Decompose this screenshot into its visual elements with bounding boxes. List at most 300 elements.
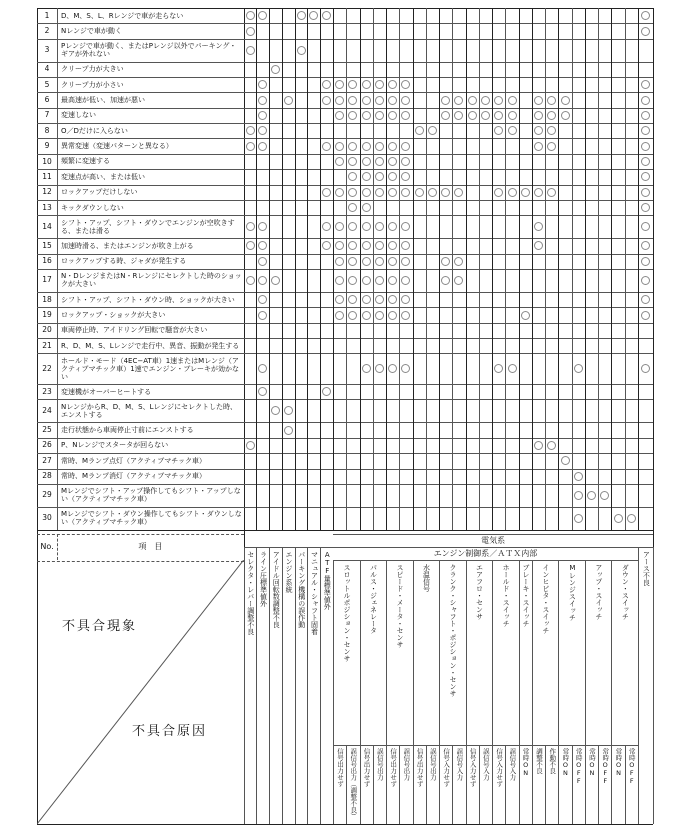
correlation-mark — [641, 157, 650, 166]
cause-column-line — [492, 8, 493, 530]
correlation-mark — [388, 241, 397, 250]
sub-label-row-line — [333, 745, 638, 746]
correlation-mark — [388, 96, 397, 105]
cause-label: ATF量標準値外 — [323, 551, 332, 610]
correlation-mark — [348, 157, 357, 166]
correlation-mark — [375, 364, 384, 373]
row-number: 13 — [42, 202, 52, 212]
correlation-mark — [534, 111, 543, 120]
correlation-mark — [454, 96, 463, 105]
cause-label: スロットルポジション・センサ — [342, 564, 351, 662]
cause-sub-label: 常時ON — [561, 748, 570, 777]
correlation-mark — [508, 126, 517, 135]
symptom-label: N・DレンジまたはN・Rレンジにセレクトした時のショックが大きい — [61, 272, 242, 289]
correlation-mark — [401, 172, 410, 181]
row-number: 27 — [42, 455, 52, 465]
cause-sub-label: 誤信号出力 — [375, 748, 384, 781]
correlation-mark — [441, 111, 450, 120]
phenomenon-label: 不具合現象 — [62, 619, 138, 634]
row-number: 17 — [42, 275, 52, 285]
correlation-mark — [401, 257, 410, 266]
cause-column-line — [611, 8, 612, 530]
correlation-mark — [246, 46, 255, 55]
correlation-mark — [246, 142, 255, 151]
symptom-label: 走行状態から車両停止寸前にエンストする — [61, 426, 194, 435]
correlation-mark — [534, 188, 543, 197]
correlation-mark — [258, 276, 267, 285]
cause-sub-label: 誤信号出力（調整不良） — [349, 748, 358, 820]
row-number: 3 — [44, 45, 50, 55]
atx-bar-bottom — [333, 560, 638, 561]
symptom-label: シフト・アップ、シフト・ダウンでエンジンが空吹きする、または滑る — [61, 218, 235, 235]
correlation-mark — [547, 142, 556, 151]
correlation-mark — [246, 222, 255, 231]
cause-column-line — [295, 8, 296, 530]
correlation-mark — [441, 257, 450, 266]
correlation-mark — [362, 276, 371, 285]
symptom-label: 変速しない — [61, 111, 96, 120]
correlation-mark — [335, 222, 344, 231]
correlation-mark — [375, 257, 384, 266]
cause-label: ライン圧標準値外 — [259, 551, 268, 607]
correlation-mark — [335, 157, 344, 166]
correlation-mark — [508, 111, 517, 120]
correlation-mark — [375, 276, 384, 285]
correlation-mark — [401, 222, 410, 231]
correlation-mark — [508, 96, 517, 105]
correlation-mark — [388, 188, 397, 197]
row-number: 22 — [42, 363, 52, 373]
row-number: 2 — [44, 26, 50, 36]
correlation-mark — [348, 222, 357, 231]
symptom-label: 常時、Mランプ消灯（アクティブマチック車） — [61, 472, 207, 481]
correlation-mark — [362, 311, 371, 320]
header-last-line — [653, 547, 654, 824]
correlation-mark — [335, 295, 344, 304]
correlation-mark — [600, 491, 609, 500]
correlation-mark — [388, 172, 397, 181]
grid-bottom-border — [37, 530, 653, 531]
correlation-mark — [375, 295, 384, 304]
row-number: 7 — [44, 110, 50, 120]
correlation-mark — [388, 222, 397, 231]
correlation-mark — [246, 241, 255, 250]
correlation-mark — [481, 111, 490, 120]
correlation-mark — [348, 241, 357, 250]
correlation-mark — [388, 257, 397, 266]
row-number: 16 — [42, 256, 52, 266]
cause-sub-label: 常時ON — [521, 748, 530, 777]
symptom-label: クリープ力が大きい — [61, 65, 124, 74]
cause-label: エンジン系統 — [285, 551, 294, 593]
symptom-label: 最高速が低い、加速が悪い — [61, 96, 145, 105]
cause-column-line — [585, 8, 586, 530]
correlation-mark — [547, 188, 556, 197]
correlation-mark — [641, 188, 650, 197]
cause-label: クランク・シャフト・ポジション・センサ — [449, 564, 458, 697]
cause-column-line — [413, 8, 414, 530]
row-number: 15 — [42, 240, 52, 250]
symptom-label: ホールド・モード（4EC−AT車）1速またはMレンジ（アクティブマチック車）1速でエンジン・ブレーキが効かない — [61, 356, 240, 381]
correlation-mark — [271, 276, 280, 285]
correlation-mark — [521, 311, 530, 320]
correlation-mark — [246, 276, 255, 285]
cause-sub-label: 常時OFF — [627, 748, 636, 785]
correlation-mark — [375, 111, 384, 120]
correlation-mark — [428, 188, 437, 197]
cause-sub-label: 誤信号出力 — [402, 748, 411, 781]
cause-sub-label: 信号入力せず — [442, 748, 451, 787]
correlation-mark — [322, 222, 331, 231]
correlation-mark — [468, 111, 477, 120]
correlation-mark — [574, 364, 583, 373]
cause-column-line — [256, 8, 257, 530]
correlation-mark — [494, 126, 503, 135]
symptom-label: NレンジからR、D、M、S、Lレンジにセレクトした時、エンストする — [61, 402, 238, 419]
correlation-mark — [388, 157, 397, 166]
correlation-mark — [508, 364, 517, 373]
row-number: 25 — [42, 425, 52, 435]
correlation-mark — [388, 80, 397, 89]
row-number: 4 — [44, 64, 50, 74]
correlation-mark — [362, 364, 371, 373]
correlation-mark — [297, 46, 306, 55]
correlation-mark — [641, 257, 650, 266]
symptom-label: P、Nレンジでスタータが回らない — [61, 441, 169, 450]
correlation-mark — [258, 295, 267, 304]
correlation-mark — [284, 426, 293, 435]
correlation-mark — [246, 11, 255, 20]
cause-sub-label: 誤信号入力 — [481, 748, 490, 781]
correlation-mark — [627, 514, 636, 523]
correlation-mark — [401, 188, 410, 197]
cause-label: エアフロ・センサ — [475, 564, 484, 620]
correlation-mark — [258, 126, 267, 135]
correlation-mark — [401, 157, 410, 166]
cause-column-line — [572, 8, 573, 530]
cause-sub-label: 信号入力せず — [495, 748, 504, 787]
correlation-mark — [258, 257, 267, 266]
cause-column-line — [439, 8, 440, 530]
symptom-label: D、M、S、L、Rレンジで車が走らない — [61, 11, 184, 20]
symptom-label: クリープ力が小さい — [61, 80, 124, 89]
correlation-mark — [547, 111, 556, 120]
row-number: 10 — [42, 156, 52, 166]
diagonal-line — [37, 560, 244, 824]
cause-sub-label: 誤信号入力 — [508, 748, 517, 781]
row-number: 28 — [42, 471, 52, 481]
correlation-mark — [362, 172, 371, 181]
correlation-mark — [362, 142, 371, 151]
correlation-mark — [284, 406, 293, 415]
cause-column-line — [466, 8, 467, 530]
correlation-mark — [375, 311, 384, 320]
correlation-mark — [641, 111, 650, 120]
cause-sub-label: 信号出力せず — [362, 748, 371, 787]
cause-column-line — [545, 8, 546, 530]
correlation-mark — [641, 27, 650, 36]
correlation-mark — [401, 96, 410, 105]
cause-label: アップ・スイッチ — [594, 564, 603, 620]
correlation-mark — [508, 188, 517, 197]
cause-column-line — [333, 8, 334, 530]
correlation-mark — [641, 142, 650, 151]
correlation-mark — [258, 111, 267, 120]
correlation-mark — [614, 514, 623, 523]
cause-sub-label: 信号出力せず — [389, 748, 398, 787]
correlation-mark — [375, 142, 384, 151]
correlation-mark — [348, 96, 357, 105]
correlation-mark — [641, 203, 650, 212]
cause-column-line — [373, 8, 374, 530]
row-number: 23 — [42, 386, 52, 396]
correlation-mark — [641, 172, 650, 181]
correlation-mark — [258, 241, 267, 250]
correlation-mark — [388, 276, 397, 285]
cause-column-line — [638, 8, 639, 530]
cause-column-line — [320, 8, 321, 530]
row-number: 14 — [42, 221, 52, 231]
correlation-mark — [401, 364, 410, 373]
correlation-mark — [534, 142, 543, 151]
cause-column-line — [598, 8, 599, 530]
row-number: 6 — [44, 95, 50, 105]
correlation-mark — [322, 11, 331, 20]
correlation-mark — [401, 111, 410, 120]
cause-column-line — [452, 8, 453, 530]
correlation-mark — [246, 441, 255, 450]
correlation-mark — [375, 222, 384, 231]
correlation-mark — [309, 11, 318, 20]
correlation-mark — [335, 111, 344, 120]
correlation-mark — [258, 96, 267, 105]
cause-column-line — [625, 8, 626, 530]
correlation-mark — [641, 241, 650, 250]
correlation-mark — [587, 491, 596, 500]
symptom-label: ロックアップする時、ジャダが発生する — [61, 257, 187, 266]
correlation-mark — [547, 126, 556, 135]
cause-column-line — [307, 8, 308, 530]
correlation-mark — [388, 364, 397, 373]
correlation-mark — [401, 311, 410, 320]
symptom-label: 変速点が高い、または低い — [61, 172, 145, 181]
correlation-mark — [335, 241, 344, 250]
correlation-mark — [388, 142, 397, 151]
row-number: 1 — [44, 10, 50, 20]
correlation-mark — [641, 276, 650, 285]
row-number: 20 — [42, 325, 52, 335]
cause-label: ダウン・スイッチ — [621, 564, 630, 620]
correlation-mark — [362, 188, 371, 197]
correlation-mark — [362, 111, 371, 120]
correlation-mark — [534, 222, 543, 231]
correlation-mark — [335, 311, 344, 320]
correlation-mark — [335, 276, 344, 285]
correlation-mark — [494, 364, 503, 373]
cause-column-line — [505, 8, 506, 530]
correlation-mark — [521, 188, 530, 197]
correlation-mark — [375, 241, 384, 250]
electrical-group-label: 電気系 — [481, 536, 506, 545]
correlation-mark — [534, 441, 543, 450]
row-number: 21 — [42, 340, 52, 350]
correlation-mark — [362, 222, 371, 231]
cause-label: ブレーキ・スイッチ — [521, 564, 530, 627]
correlation-mark — [534, 241, 543, 250]
correlation-mark — [258, 11, 267, 20]
cause-column-line — [269, 8, 270, 530]
correlation-mark — [297, 11, 306, 20]
correlation-mark — [415, 126, 424, 135]
row-number: 5 — [44, 79, 50, 89]
cause-sub-label: 作動不良 — [548, 748, 557, 774]
cause-label: セレクタ・レバー調整不良 — [246, 551, 255, 635]
correlation-mark — [388, 311, 397, 320]
correlation-mark — [641, 11, 650, 20]
cause-label: ホールド・スイッチ — [502, 564, 511, 627]
correlation-mark — [454, 188, 463, 197]
correlation-mark — [348, 276, 357, 285]
correlation-mark — [375, 96, 384, 105]
cause-column-line — [346, 8, 347, 530]
correlation-mark — [348, 188, 357, 197]
cause-label: マニュアル・シャフト固着 — [310, 551, 319, 635]
cause-column-line — [426, 8, 427, 530]
cause-sub-label: 調整不良 — [534, 748, 543, 774]
correlation-mark — [362, 257, 371, 266]
cause-sub-label: 常時OFF — [574, 748, 583, 785]
correlation-mark — [481, 96, 490, 105]
symptom-label: 異常変速（変速パターンと異なる） — [61, 142, 173, 151]
correlation-mark — [335, 142, 344, 151]
correlation-mark — [641, 96, 650, 105]
symptom-label: 加速時滑る、またはエンジンが吹き上がる — [61, 241, 194, 250]
correlation-mark — [415, 188, 424, 197]
correlation-mark — [246, 27, 255, 36]
correlation-mark — [362, 203, 371, 212]
cause-label: パーキング機構の誤作動 — [297, 551, 306, 628]
correlation-mark — [348, 111, 357, 120]
correlation-mark — [258, 387, 267, 396]
cause-sub-label: 誤信号入力 — [455, 748, 464, 781]
cause-sub-label: 信号入力せず — [468, 748, 477, 787]
correlation-mark — [454, 111, 463, 120]
correlation-mark — [246, 126, 255, 135]
symptom-label: Mレンジでシフト・ダウン操作してもシフト・ダウンしない（アクティブマチック車） — [61, 510, 242, 527]
correlation-mark — [641, 80, 650, 89]
row-number: 24 — [42, 405, 52, 415]
symptom-label: Mレンジでシフト・アップ操作してもシフト・アップしない（アクティブマチック車） — [61, 487, 241, 504]
cause-sub-label: 信号出力せず — [415, 748, 424, 787]
correlation-mark — [348, 142, 357, 151]
correlation-mark — [547, 441, 556, 450]
correlation-mark — [641, 364, 650, 373]
correlation-mark — [441, 96, 450, 105]
correlation-mark — [348, 203, 357, 212]
correlation-mark — [258, 311, 267, 320]
symptom-label: Pレンジで車が動く、またはPレンジ以外でパーキング・ギアが外れない — [61, 42, 237, 59]
cause-column-line — [558, 8, 559, 530]
correlation-mark — [547, 96, 556, 105]
correlation-mark — [271, 65, 280, 74]
correlation-mark — [454, 276, 463, 285]
correlation-mark — [574, 491, 583, 500]
cause-sub-label: 常時ON — [587, 748, 596, 777]
symptom-label: ロックアップだけしない — [61, 188, 138, 197]
correlation-mark — [335, 80, 344, 89]
correlation-mark — [335, 188, 344, 197]
correlation-mark — [401, 241, 410, 250]
row-number: 26 — [42, 440, 52, 450]
correlation-mark — [641, 295, 650, 304]
correlation-mark — [375, 188, 384, 197]
correlation-mark — [258, 142, 267, 151]
correlation-mark — [322, 142, 331, 151]
row-number: 19 — [42, 310, 52, 319]
correlation-mark — [441, 276, 450, 285]
correlation-mark — [561, 456, 570, 465]
electrical-bar-bottom — [333, 547, 653, 548]
correlation-mark — [454, 257, 463, 266]
correlation-mark — [322, 80, 331, 89]
correlation-mark — [362, 96, 371, 105]
correlation-mark — [258, 222, 267, 231]
correlation-mark — [574, 472, 583, 481]
correlation-mark — [348, 257, 357, 266]
correlation-mark — [271, 406, 280, 415]
correlation-mark — [494, 188, 503, 197]
symptom-label: O／Dだけに入らない — [61, 126, 128, 135]
cause-label: パルス・ジェネレータ — [369, 564, 378, 634]
phenomenon-cause-diagonal-box — [37, 560, 244, 824]
row-number: 11 — [42, 171, 52, 181]
cause-label: アース不良 — [642, 551, 651, 586]
cause-sub-label: 常時OFF — [601, 748, 610, 785]
cause-column-line — [360, 8, 361, 530]
correlation-mark — [401, 276, 410, 285]
cause-column-line — [532, 8, 533, 530]
symptom-label: ロックアップ・ショックが大きい — [61, 310, 166, 319]
cause-column-line — [479, 8, 480, 530]
correlation-mark — [322, 96, 331, 105]
correlation-mark — [258, 80, 267, 89]
correlation-mark — [561, 96, 570, 105]
correlation-mark — [401, 295, 410, 304]
cause-column-line — [386, 8, 387, 530]
correlation-mark — [362, 80, 371, 89]
cause-label: インヒビタ・スイッチ — [541, 564, 550, 634]
cause-label: Mレンジスイッチ — [568, 564, 577, 621]
correlation-mark — [348, 295, 357, 304]
no-header-label: No. — [40, 542, 54, 551]
correlation-mark — [322, 241, 331, 250]
symptom-label: 常時、Mランプ点灯（アクティブマチック車） — [61, 456, 207, 465]
symptom-label: Nレンジで車が動く — [61, 26, 122, 35]
correlation-mark — [641, 222, 650, 231]
cause-axis-label: 不具合原因 — [132, 724, 208, 739]
correlation-mark — [375, 157, 384, 166]
correlation-mark — [401, 80, 410, 89]
row-number: 8 — [44, 125, 50, 135]
row-number: 29 — [42, 490, 52, 500]
correlation-mark — [494, 111, 503, 120]
correlation-mark — [322, 188, 331, 197]
symptom-label: キックダウンしない — [61, 203, 124, 212]
correlation-mark — [388, 111, 397, 120]
correlation-mark — [494, 96, 503, 105]
symptom-label: R、D、M、S、Lレンジで走行中、異音、振動が発生する — [61, 341, 240, 350]
correlation-mark — [534, 126, 543, 135]
